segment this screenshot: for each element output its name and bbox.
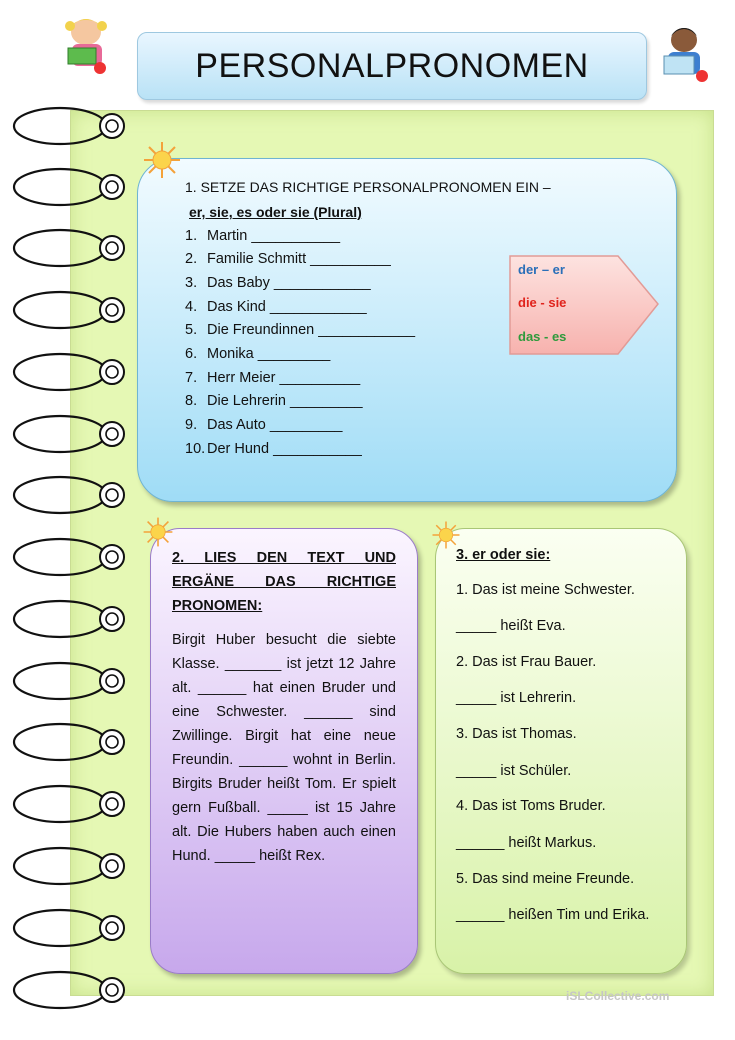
- spiral-ring-icon: [10, 412, 135, 462]
- spiral-ring-icon: [10, 782, 135, 832]
- list-item: _____ heißt Eva.: [456, 618, 566, 634]
- page-title: PERSONALPRONOMEN: [195, 46, 589, 85]
- list-item: Monika _________: [207, 346, 331, 362]
- list-item: Die Lehrerin _________: [207, 393, 363, 409]
- list-item-number: 3.: [185, 275, 198, 291]
- list-item: ______ heißt Markus.: [456, 835, 597, 851]
- list-item-number: 1.: [185, 228, 198, 244]
- list-item: _____ ist Schüler.: [456, 763, 572, 779]
- spiral-ring-icon: [10, 535, 135, 585]
- list-item-number: 4.: [185, 299, 198, 315]
- spiral-ring-icon: [10, 473, 135, 523]
- list-item: Das Kind ____________: [207, 299, 367, 315]
- spiral-ring-icon: [10, 165, 135, 215]
- list-item-number: 5.: [185, 322, 198, 338]
- spiral-ring-icon: [10, 659, 135, 709]
- list-item-number: 6.: [185, 346, 198, 362]
- sun-icon: [142, 140, 182, 180]
- spiral-ring-icon: [10, 104, 135, 154]
- sun-icon: [142, 516, 174, 548]
- spiral-ring-icon: [10, 288, 135, 338]
- exercise-2-text: Birgit Huber besucht die siebte Klasse. _______ ist jetzt 12 Jahre alt. ______ hat einen Bruder und eine Schwester. ______ sind Zwillinge. Birgit hat eine neue Freundin. ______ wohnt in Berlin. Birgits Bruder heißt Tom. Er spielt gern Fußball. _____ ist 15 Jahre alt. Die Hubers haben auch einen Hund. _____ heißt Rex.: [172, 632, 396, 864]
- list-item: 4. Das ist Toms Bruder.: [456, 798, 606, 814]
- list-item: Martin ___________: [207, 228, 341, 244]
- spiral-ring-icon: [10, 226, 135, 276]
- exercise-2-heading-text: 2. LIES DEN TEXT UND ERGÄNE DAS RICHTIGE PRONOMEN:: [172, 550, 396, 614]
- list-item: _____ ist Lehrerin.: [456, 690, 577, 706]
- list-item: Die Freundinnen ____________: [207, 322, 416, 338]
- list-item: ______ heißen Tim und Erika.: [456, 907, 650, 923]
- list-item: Familie Schmitt __________: [207, 251, 391, 267]
- hint-feminine: die - sie: [518, 295, 567, 310]
- list-item-number: 7.: [185, 370, 198, 386]
- title-banner: [137, 32, 647, 100]
- list-item-number: 9.: [185, 417, 198, 433]
- reading-boy-illustration: [656, 24, 714, 86]
- spiral-ring-icon: [10, 844, 135, 894]
- spiral-ring-icon: [10, 720, 135, 770]
- spiral-ring-icon: [10, 906, 135, 956]
- exercise-1-subheading: er, sie, es oder sie (Plural): [189, 204, 362, 220]
- reading-girl-illustration: [58, 14, 118, 76]
- list-item-number: 2.: [185, 251, 198, 267]
- spiral-ring-icon: [10, 968, 135, 1018]
- list-item: Herr Meier __________: [207, 370, 361, 386]
- list-item: 5. Das sind meine Freunde.: [456, 871, 635, 887]
- hint-masculine: der – er: [518, 262, 565, 277]
- list-item: Das Baby ____________: [207, 275, 371, 291]
- list-item-number: 10.: [185, 441, 206, 457]
- list-item: 2. Das ist Frau Bauer.: [456, 654, 597, 670]
- list-item: Der Hund ___________: [207, 441, 362, 457]
- exercise-2-heading: [172, 546, 396, 618]
- watermark: iSLCollective.com: [566, 989, 670, 1003]
- list-item-number: 8.: [185, 393, 198, 409]
- spiral-ring-icon: [10, 597, 135, 647]
- list-item: 3. Das ist Thomas.: [456, 726, 577, 742]
- exercise-3-heading: 3. er oder sie:: [456, 547, 551, 563]
- list-item: 1. Das ist meine Schwester.: [456, 582, 635, 598]
- hint-neuter: das - es: [518, 329, 567, 344]
- sun-icon: [431, 520, 461, 550]
- spiral-ring-icon: [10, 350, 135, 400]
- exercise-1-heading: 1. SETZE DAS RICHTIGE PERSONALPRONOMEN EIN –: [185, 179, 551, 195]
- list-item: Das Auto _________: [207, 417, 343, 433]
